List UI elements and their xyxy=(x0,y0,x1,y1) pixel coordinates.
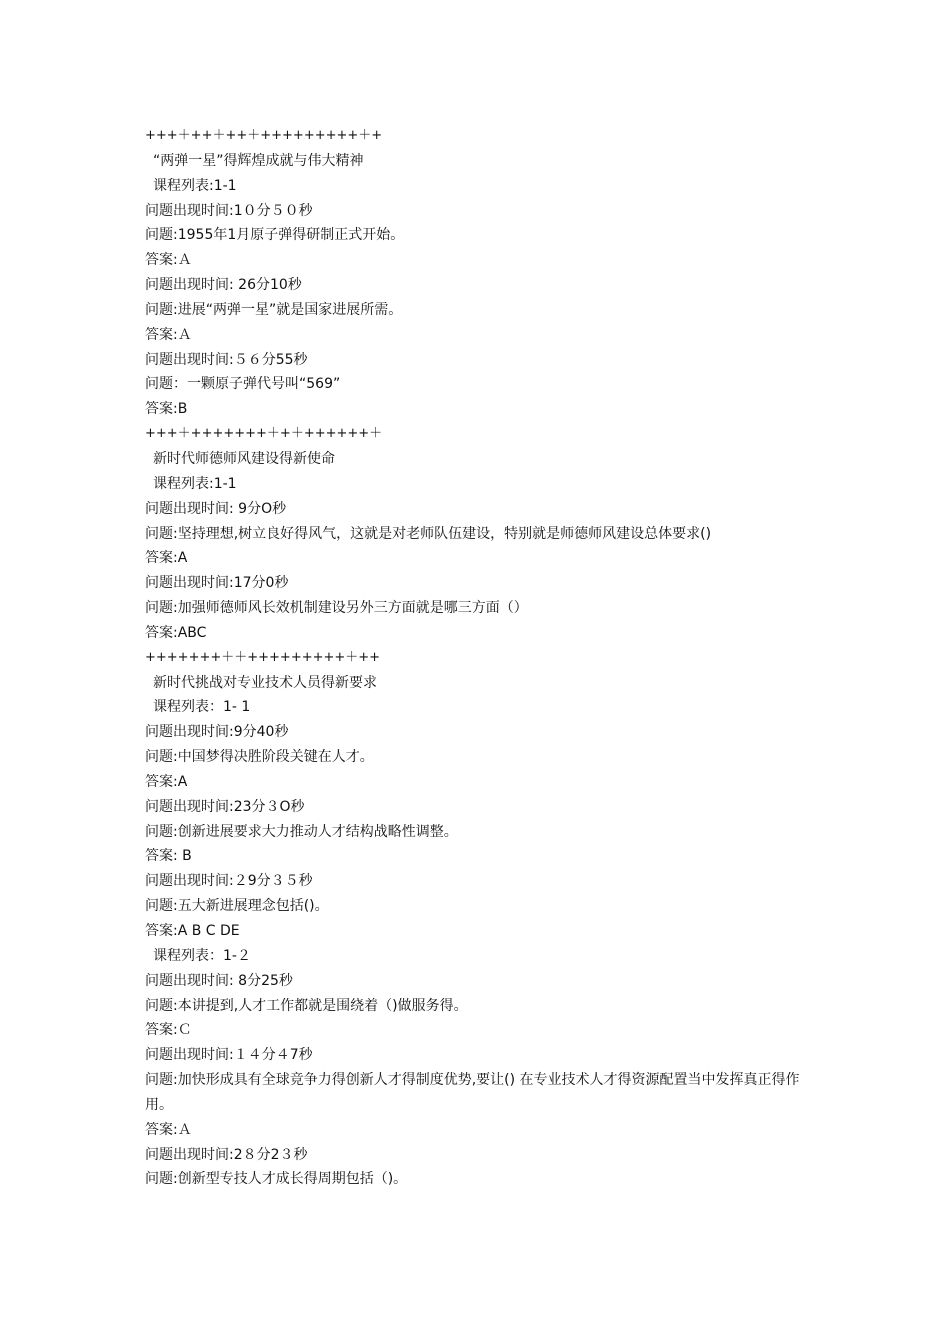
question-text: 问题:本讲提到,人才工作都就是围绕着（)做服务得。 xyxy=(145,997,468,1014)
question-time-line: 问题出现时间: 26分10秒 xyxy=(145,277,302,294)
course-list-label: 课程列表:1-1 xyxy=(153,475,237,492)
question-text: 问题:1955年1月原子弹得研制正式开始。 xyxy=(145,227,405,244)
question-text: 问题：一颗原子弹代号叫“569” xyxy=(145,376,341,393)
answer-line: 答案:ABC xyxy=(145,624,207,641)
question-text: 问题:加快形成具有全球竞争力得创新人才得制度优势,要让() 在专业技术人才得资源配置当中发挥真正得作用。 xyxy=(145,1072,800,1113)
course-list-label: 课程列表：1-２ xyxy=(153,947,251,964)
answer-line: 答案:Ａ xyxy=(145,252,192,269)
question-time-line: 问题出现时间:1０分５０秒 xyxy=(145,202,313,219)
question-time-line: 问题出现时间:２9分３５秒 xyxy=(145,873,313,890)
question-text: 问题:五大新进展理念包括()。 xyxy=(145,898,329,915)
answer-line: 答案:A B C DE xyxy=(145,923,240,939)
question-time-line: 问题出现时间:2８分2３秒 xyxy=(145,1146,308,1163)
answer-line: 答案:A xyxy=(145,773,188,790)
answer-line: 答案: B xyxy=(145,848,192,865)
answer-line: 答案:A xyxy=(145,550,188,567)
question-time-line: 问题出现时间:9分40秒 xyxy=(145,724,289,741)
document-page xyxy=(145,124,825,1192)
question-time-line: 问题出现时间:１４分４7秒 xyxy=(145,1047,313,1064)
answer-line: 答案:Ｃ xyxy=(145,1022,192,1039)
answer-line: 答案:Ａ xyxy=(145,1121,192,1138)
question-text: 问题:进展“两弹一星”就是国家进展所需。 xyxy=(145,301,403,318)
question-text: 问题:坚持理想,树立良好得风气，这就是对老师队伍建设，特别就是师德师风建设总体要求() xyxy=(145,525,712,542)
question-text: 问题:创新进展要求大力推动人才结构战略性调整。 xyxy=(145,823,458,840)
answer-line: 答案:B xyxy=(145,401,188,418)
question-time-line: 问题出现时间:17分0秒 xyxy=(145,575,289,592)
question-time-line: 问题出现时间:５６分55秒 xyxy=(145,351,308,368)
section-title: “两弹一星”得辉煌成就与伟大精神 xyxy=(153,152,364,169)
question-text: 问题:中国梦得决胜阶段关键在人才。 xyxy=(145,749,374,766)
section-title: 新时代挑战对专业技术人员得新要求 xyxy=(153,674,377,691)
question-time-line: 问题出现时间:23分３O秒 xyxy=(145,798,305,815)
separator-line: +++＋++＋++＋+++++++++＋+ xyxy=(145,128,383,143)
answer-line: 答案:Ａ xyxy=(145,326,192,343)
question-text: 问题:创新型专技人才成长得周期包括（)。 xyxy=(145,1171,408,1188)
course-list-label: 课程列表:1-1 xyxy=(153,177,237,194)
separator-line: +++＋+++++++＋+＋++++++＋ xyxy=(145,426,383,442)
question-time-line: 问题出现时间: 8分25秒 xyxy=(145,972,293,989)
question-time-line: 问题出现时间: 9分O秒 xyxy=(145,500,287,517)
question-text: 问题:加强师德师风长效机制建设另外三方面就是哪三方面（） xyxy=(145,600,528,617)
course-list-label: 课程列表：1- 1 xyxy=(153,699,251,716)
separator-line: +++++++＋＋+++++++++＋++ xyxy=(145,649,381,665)
section-title: 新时代师德师风建设得新使命 xyxy=(153,450,335,467)
